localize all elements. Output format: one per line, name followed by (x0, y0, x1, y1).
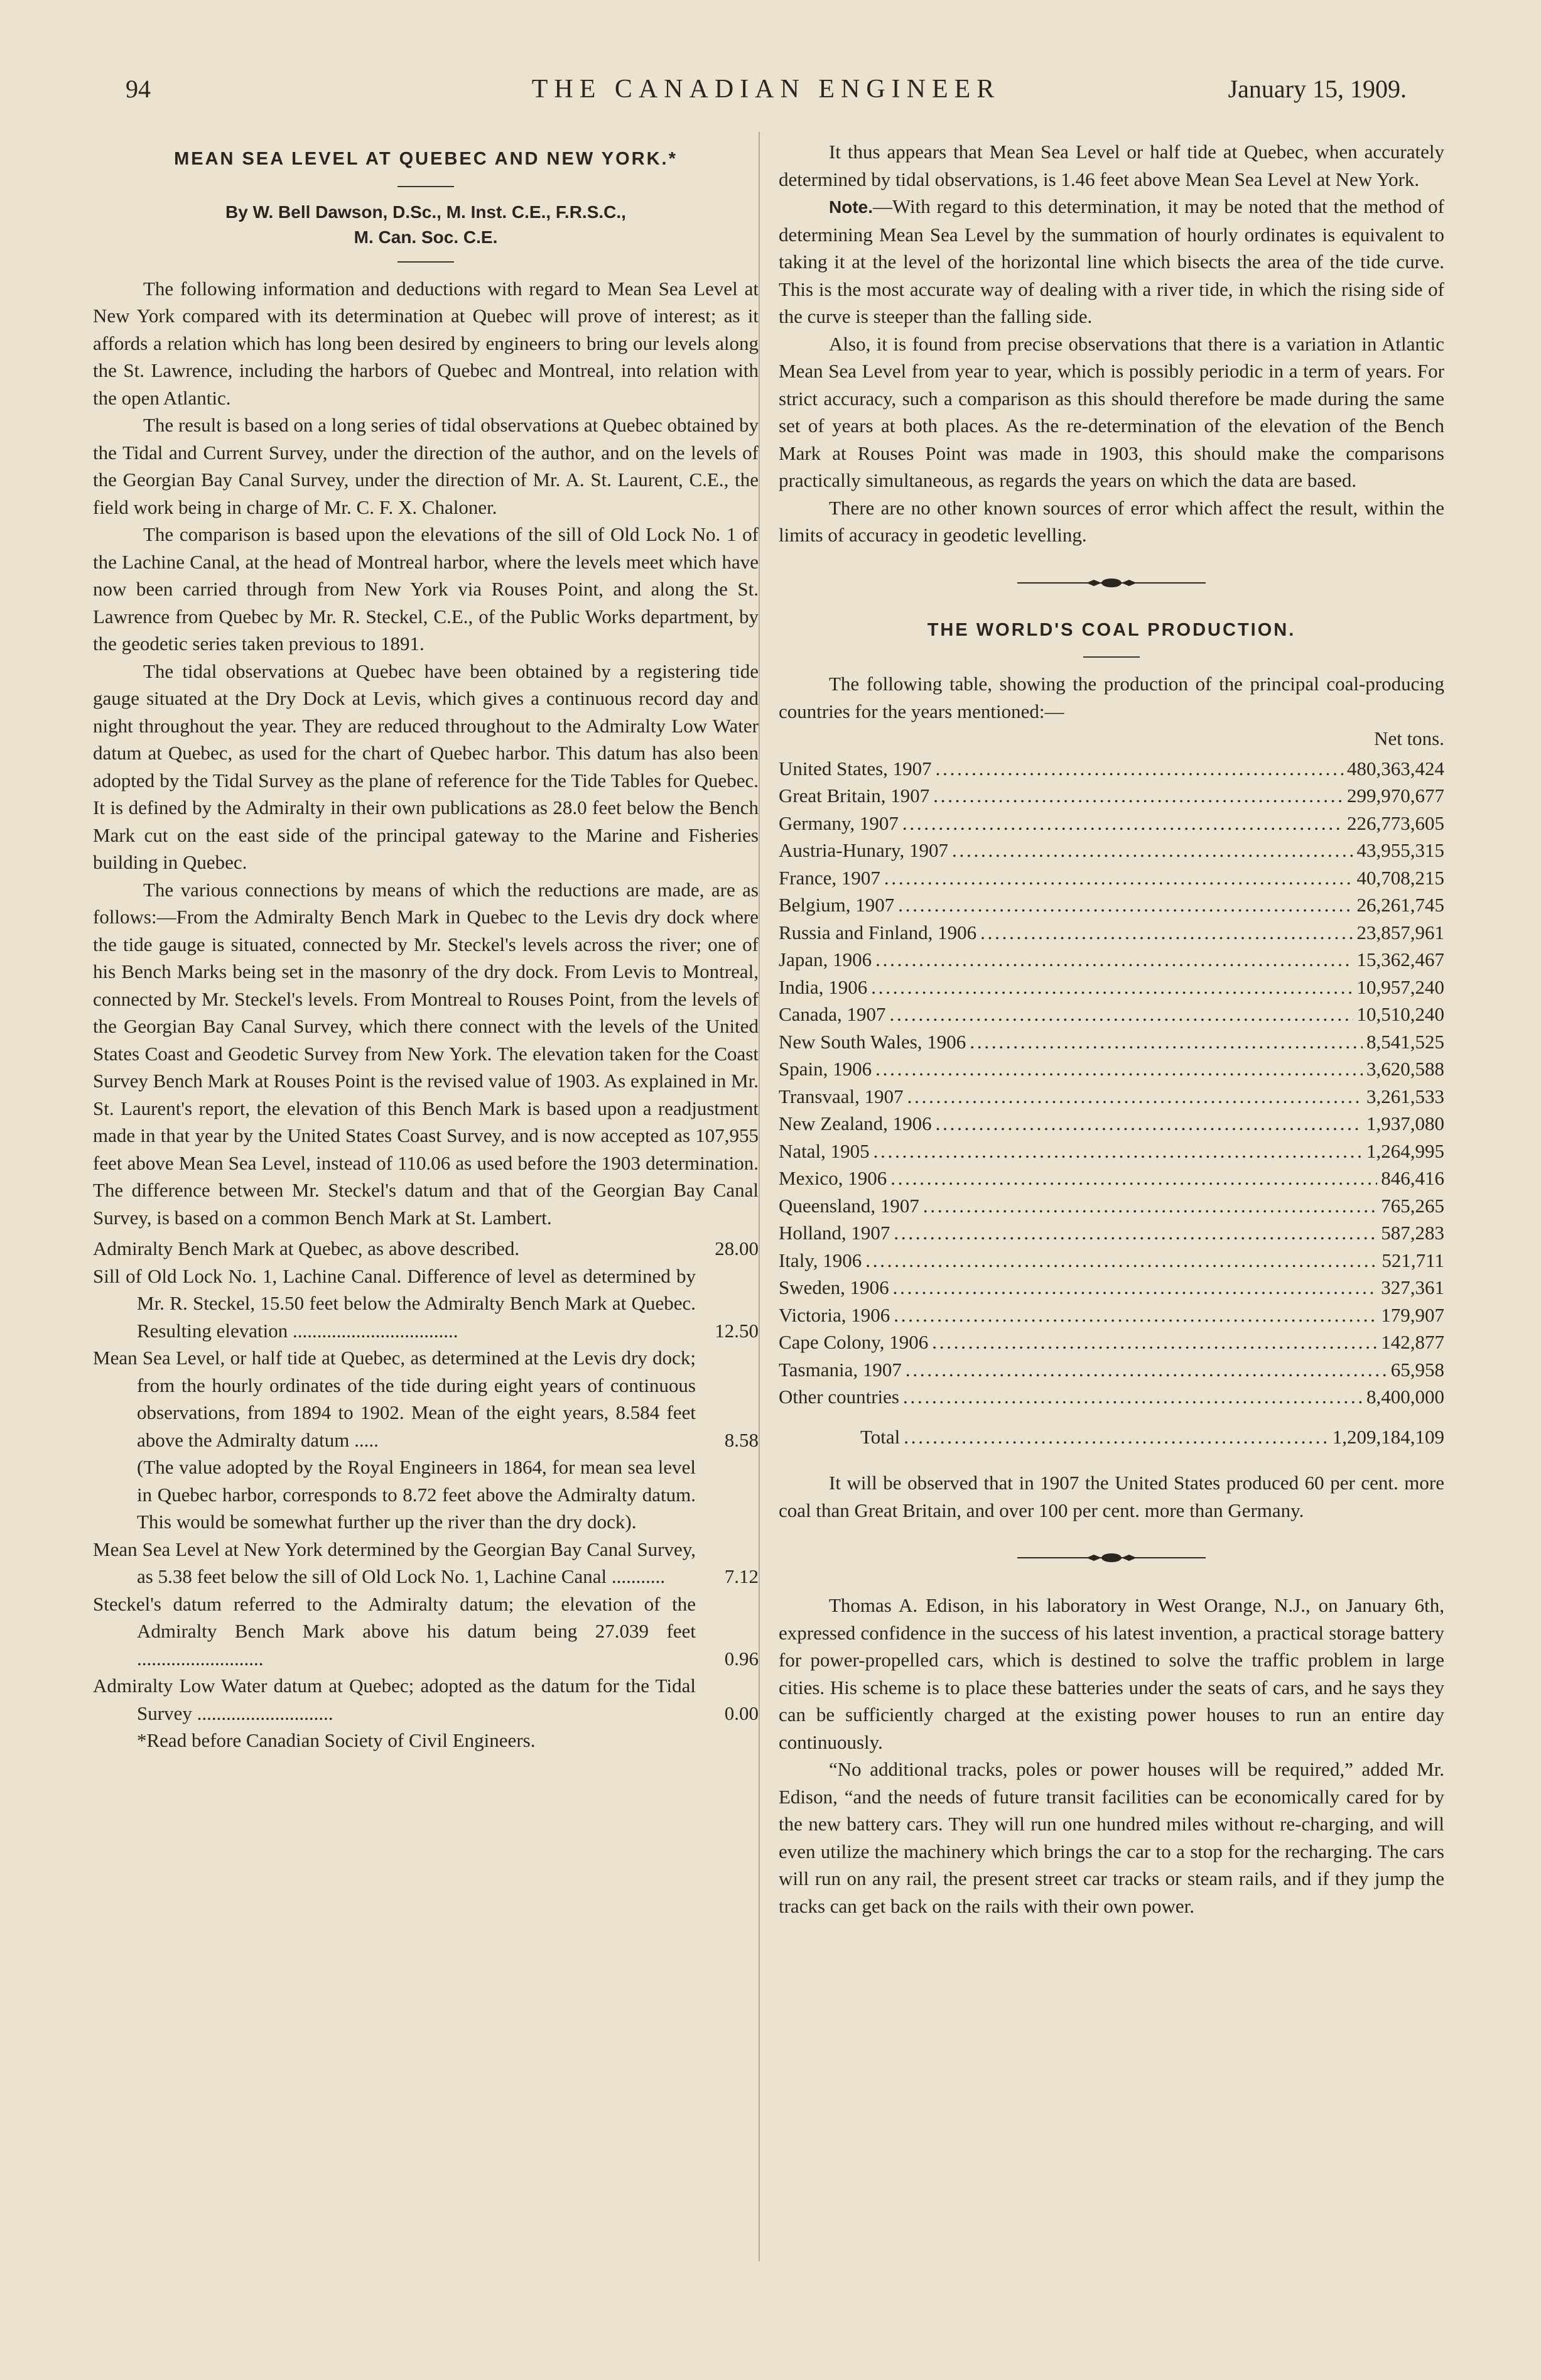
table-row (779, 946, 1444, 974)
paragraph: It will be observed that in 1907 the United States produced 60 per cent. more coal than Great Britain, and over 100 per cent. more than Germany. (779, 1472, 1444, 1521)
country-year: Natal, 1905 (779, 1139, 870, 1162)
country-year: Germany, 1907 (779, 812, 899, 834)
table-row (779, 1192, 1444, 1220)
ledger-value: 28.00 (715, 1237, 759, 1259)
running-header (126, 74, 1407, 118)
net-tons: 23,857,961 (1356, 921, 1444, 943)
table-row (779, 1001, 1444, 1028)
ledger-entry (93, 1263, 759, 1345)
table-row (779, 1356, 1444, 1384)
country-year: Russia and Finland, 1906 (779, 921, 977, 943)
country-year: Austria-Hunary, 1907 (779, 839, 949, 861)
column-divider (759, 132, 760, 2261)
leader-dots (952, 837, 1353, 864)
table-row (779, 864, 1444, 892)
leader-dots (906, 1356, 1387, 1384)
net-tons: 3,261,533 (1366, 1085, 1444, 1107)
table-row (779, 1383, 1444, 1411)
paragraph: Also, it is found from precise observations that there is a variation in Atlantic Mean Sea Level from year to year, which is possibly periodic in a term of years. For strict accuracy, such a comparison as this should therefore be made during the same set of years at both places. As the re-determination of the elevation of the Bench Mark at Rouses Point was made in 1903, this should make the comparisons practically simultaneous, as regards the years on which the data are based. (779, 332, 1444, 491)
table-intro: The following table, showing the production of the principal coal-producing countries for the years mentioned:— (779, 673, 1444, 722)
total-value: 1,209,184,109 (1332, 1425, 1444, 1448)
net-tons: 26,261,745 (1356, 894, 1444, 916)
country-year: Holland, 1907 (779, 1222, 890, 1244)
net-tons: 10,957,240 (1356, 975, 1444, 998)
country-year: New South Wales, 1906 (779, 1030, 966, 1053)
country-year: Italy, 1906 (779, 1249, 862, 1271)
footnote: *Read before Canadian Society of Civil Engineers. (137, 1729, 536, 1751)
ledger-value: 7.12 (724, 1565, 759, 1587)
net-tons: 10,510,240 (1356, 1003, 1444, 1025)
table-row (779, 1219, 1444, 1247)
journal-title: THE CANADIAN ENGINEER (531, 75, 1001, 104)
ledger-text: Mean Sea Level at New York determined by the Georgian Bay Canal Survey, as 5.38 feet below the sill of Old Lock No. 1, Lachine Canal ........... (93, 1538, 696, 1587)
leader-dots (898, 891, 1353, 919)
article-title-sea-level: MEAN SEA LEVEL AT QUEBEC AND NEW YORK.* (174, 149, 678, 169)
table-row (779, 782, 1444, 810)
net-tons: 480,363,424 (1347, 757, 1444, 780)
leader-dots (903, 1383, 1363, 1411)
country-year: France, 1907 (779, 866, 880, 889)
paragraph: The various connections by means of which the reductions are made, are as follows:—From the Admiralty Bench Mark in Quebec to the Levis dry dock where the tide gauge is situated, connected by Mr. Steckel's levels across the river; one of his Bench Marks being set in the masonry of the dry dock. From Levis to Montreal, connected by Mr. Steckel's levels. From Montreal to Rouses Point, from the levels of the Georgian Bay Canal Survey, which there connect with the levels of the United States Coast and Geodetic Survey from New York. The elevation taken for the Coast Survey Bench Mark at Rouses Point is the revised value of 1903. As explained in Mr. St. Laurent's report, the elevation of this Bench Mark is based upon a readjustment made in that year by the United States Coast Survey, and is now accepted as 107,955 feet above Mean Sea Level, instead of 110.06 as used before the 1903 determination. The difference between Mr. Steckel's datum and that of the Georgian Bay Canal Survey, is based on a common Bench Mark at St. Lambert. (93, 878, 759, 1229)
net-tons: 3,620,588 (1366, 1058, 1444, 1080)
net-tons: 226,773,605 (1347, 812, 1444, 834)
net-tons: 15,362,467 (1356, 948, 1444, 970)
leader-dots (923, 1192, 1377, 1220)
net-tons: 40,708,215 (1356, 866, 1444, 889)
net-tons: 65,958 (1390, 1358, 1444, 1381)
ledger-entry (93, 1344, 759, 1454)
author-byline (93, 200, 759, 250)
ledger-entry (93, 1536, 759, 1590)
byline-rule (397, 261, 454, 263)
table-row (779, 810, 1444, 837)
table-row (779, 1055, 1444, 1083)
section-ornament (1017, 1551, 1206, 1564)
net-tons: 587,283 (1381, 1222, 1444, 1244)
title-rule (1083, 656, 1140, 658)
country-year: Sweden, 1906 (779, 1276, 889, 1298)
net-tons: 521,711 (1381, 1249, 1444, 1271)
net-tons: 43,955,315 (1356, 839, 1444, 861)
ledger-text: Admiralty Bench Mark at Quebec, as above described. (93, 1237, 520, 1259)
leader-dots (865, 1247, 1378, 1274)
note-paragraph (779, 193, 1444, 330)
paragraph: Thomas A. Edison, in his laboratory in West Orange, N.J., on January 6th, expressed confidence in the success of his latest invention, a practical storage battery for power-propelled cars, which is destined to solve the traffic problem in large cities. His scheme is to place these batteries under the seats of cars, and he says they can be sufficiently charged at the existing power houses to run an entire day continuously. (779, 1594, 1444, 1753)
ledger-text: Mean Sea Level, or half tide at Quebec, as determined at the Levis dry dock; from the hourly ordinates of the tide during eight years of continuous observations, from 1894 to 1902. Mean of the eight years, 8.584 feet above the Admiralty datum ..... (93, 1347, 696, 1451)
leader-dots (893, 1274, 1378, 1301)
leader-dots (871, 974, 1353, 1001)
article-title-coal: THE WORLD'S COAL PRODUCTION. (927, 619, 1296, 640)
leader-dots (873, 1138, 1363, 1165)
paragraph: There are no other known sources of error which affect the result, within the limits of accuracy in geodetic levelling. (779, 496, 1444, 546)
table-row (779, 1274, 1444, 1301)
ledger-text: Steckel's datum referred to the Admiralty datum; the elevation of the Admiralty Bench Mark above his datum being 27.039 feet .......................... (93, 1592, 696, 1670)
coal-production-table (779, 755, 1444, 1411)
net-tons: 8,400,000 (1366, 1386, 1444, 1408)
country-year: United States, 1907 (779, 757, 932, 780)
paragraph: The tidal observations at Quebec have been obtained by a registering tide gauge situated at the Dry Dock at Levis, which gives a continuous record day and night throughout the year. They are reduced throughout to the Admiralty Low Water datum at Quebec, as used for the chart of Quebec harbor. This datum has also been adopted by the Tidal Survey as the plane of reference for the Tide Tables for Quebec. It is defined by the Admiralty in their own publications as 28.0 feet below the Bench Mark cut on the east side of the principal gateway to the Marine and Fisheries building in Quebec. (93, 660, 759, 873)
country-year: Canada, 1907 (779, 1003, 886, 1025)
net-tons: 846,416 (1381, 1167, 1444, 1189)
ledger-text: (The value adopted by the Royal Engineers in 1864, for mean sea level in Quebec harbor, corresponds to 8.72 feet above the Admiralty datum. This would be somewhat further up the river than the dry dock). (137, 1456, 696, 1533)
title-rule (397, 186, 454, 187)
table-row (779, 919, 1444, 947)
country-year: Cape Colony, 1906 (779, 1331, 929, 1353)
country-year: Belgium, 1907 (779, 894, 895, 916)
total-row (779, 1423, 1444, 1451)
leader-dots (875, 1055, 1363, 1083)
ledger-entry-note (93, 1454, 759, 1536)
table-row (779, 1247, 1444, 1274)
elevation-ledger (93, 1235, 759, 1727)
leader-dots (894, 1219, 1377, 1247)
country-year: Spain, 1906 (779, 1058, 872, 1080)
net-tons: 1,937,080 (1366, 1112, 1444, 1134)
byline-line-1: By W. Bell Dawson, D.Sc., M. Inst. C.E., F.R.S.C., (225, 202, 626, 222)
table-row (779, 891, 1444, 919)
paragraph: It thus appears that Mean Sea Level or half tide at Quebec, when accurately determined by tidal observations, is 1.46 feet above Mean Sea Level at New York. (779, 141, 1444, 190)
ledger-value: 0.96 (724, 1647, 759, 1670)
leader-dots (932, 1329, 1377, 1356)
country-year: Transvaal, 1907 (779, 1085, 904, 1107)
leader-dots (889, 1001, 1353, 1028)
leader-dots (894, 1301, 1377, 1329)
left-column (93, 138, 759, 1754)
net-tons: 765,265 (1381, 1194, 1444, 1217)
paragraph: The following information and deductions with regard to Mean Sea Level at New York compared with its determination at Quebec will prove of interest; as it affords a relation which has long been desired by engineers to bring our levels along the St. Lawrence, including the harbors of Quebec and Montreal, into relation with the open Atlantic. (93, 277, 759, 409)
byline-line-2: M. Can. Soc. C.E. (354, 227, 498, 247)
country-year: India, 1906 (779, 975, 868, 998)
country-year: Great Britain, 1907 (779, 785, 930, 807)
unit-header: Net tons. (1374, 727, 1444, 749)
table-row (779, 1110, 1444, 1138)
leader-dots (933, 782, 1343, 810)
paragraph: The comparison is based upon the elevations of the sill of Old Lock No. 1 of the Lachine Canal, at the head of Montreal harbor, where the levels meet which have now been carried through from New York via Rouses Point, and along the St. Lawrence from Quebec by Mr. R. Steckel, C.E., of the Public Works department, by the geodetic series taken previous to 1891. (93, 523, 759, 655)
net-tons: 142,877 (1381, 1331, 1444, 1353)
right-column (779, 138, 1444, 1920)
leader-dots (970, 1028, 1363, 1056)
ledger-text: Sill of Old Lock No. 1, Lachine Canal. Difference of level as determined by Mr. R. Steckel, 15.50 feet below the Admiralty Bench Mark at Quebec. Resulting elevation .................................. (93, 1264, 696, 1342)
net-tons: 179,907 (1381, 1303, 1444, 1326)
table-row (779, 1301, 1444, 1329)
ledger-value: 12.50 (715, 1319, 759, 1342)
country-year: Other countries (779, 1386, 899, 1408)
table-row (779, 837, 1444, 864)
leader-dots (936, 1110, 1363, 1138)
table-row (779, 974, 1444, 1001)
table-row (779, 1028, 1444, 1056)
country-year: Victoria, 1906 (779, 1303, 890, 1326)
total-label: Total (860, 1425, 900, 1448)
issue-date: January 15, 1909. (1228, 75, 1407, 103)
leader-dots (884, 864, 1353, 892)
section-ornament (1017, 577, 1206, 589)
leader-dots (890, 1165, 1377, 1192)
country-year: Tasmania, 1907 (779, 1358, 902, 1381)
net-tons: 8,541,525 (1366, 1030, 1444, 1053)
table-row (779, 1329, 1444, 1356)
paragraph: “No additional tracks, poles or power houses will be required,” added Mr. Edison, “and the needs of future transit facilities can be economically cared for by the new battery cars. They will run one hundred miles without re-charging, and will even utilize the machinery which brings the car to a stop for the recharging. The cars will run on any rail, the present street car tracks or steam rails, and if they jump the tracks can get back on the rails with their own power. (779, 1758, 1444, 1917)
leader-dots (980, 919, 1353, 947)
table-row (779, 1138, 1444, 1165)
country-year: Mexico, 1906 (779, 1167, 887, 1189)
ledger-entry (93, 1235, 759, 1263)
ledger-entry (93, 1672, 759, 1727)
note-heading: Note. (829, 197, 873, 217)
table-row (779, 755, 1444, 783)
leader-dots (936, 755, 1343, 783)
country-year: New Zealand, 1906 (779, 1112, 932, 1134)
net-tons: 1,264,995 (1366, 1139, 1444, 1162)
table-row (779, 1083, 1444, 1111)
leader-dots (875, 946, 1353, 974)
country-year: Queensland, 1907 (779, 1194, 919, 1217)
ledger-value: 8.58 (724, 1428, 759, 1451)
leader-dots (902, 810, 1343, 837)
leader-dots (904, 1423, 1328, 1451)
paragraph: The result is based on a long series of tidal observations at Quebec obtained by the Tidal and Current Survey, under the direction of the author, and on the levels of the Georgian Bay Canal Survey, under the direction of Mr. A. St. Laurent, C.E., the field work being in charge of Mr. C. F. X. Chaloner. (93, 414, 759, 518)
country-year: Japan, 1906 (779, 948, 872, 970)
net-tons: 327,361 (1381, 1276, 1444, 1298)
net-tons: 299,970,677 (1347, 785, 1444, 807)
ledger-text: Admiralty Low Water datum at Quebec; adopted as the datum for the Tidal Survey ............................ (93, 1675, 696, 1724)
note-body: —With regard to this determination, it may be noted that the method of determining Mean Sea Level by the summation of hourly ordinates is equivalent to taking it at the level of the horizontal line which bisects the area of the tide curve. This is the most accurate way of dealing with a river tide, in which the rising side of the curve is steeper than the falling side. (779, 195, 1444, 327)
ledger-entry (93, 1590, 759, 1673)
page-number: 94 (126, 75, 151, 103)
ledger-value: 0.00 (724, 1702, 759, 1724)
table-row (779, 1165, 1444, 1192)
leader-dots (907, 1083, 1363, 1111)
